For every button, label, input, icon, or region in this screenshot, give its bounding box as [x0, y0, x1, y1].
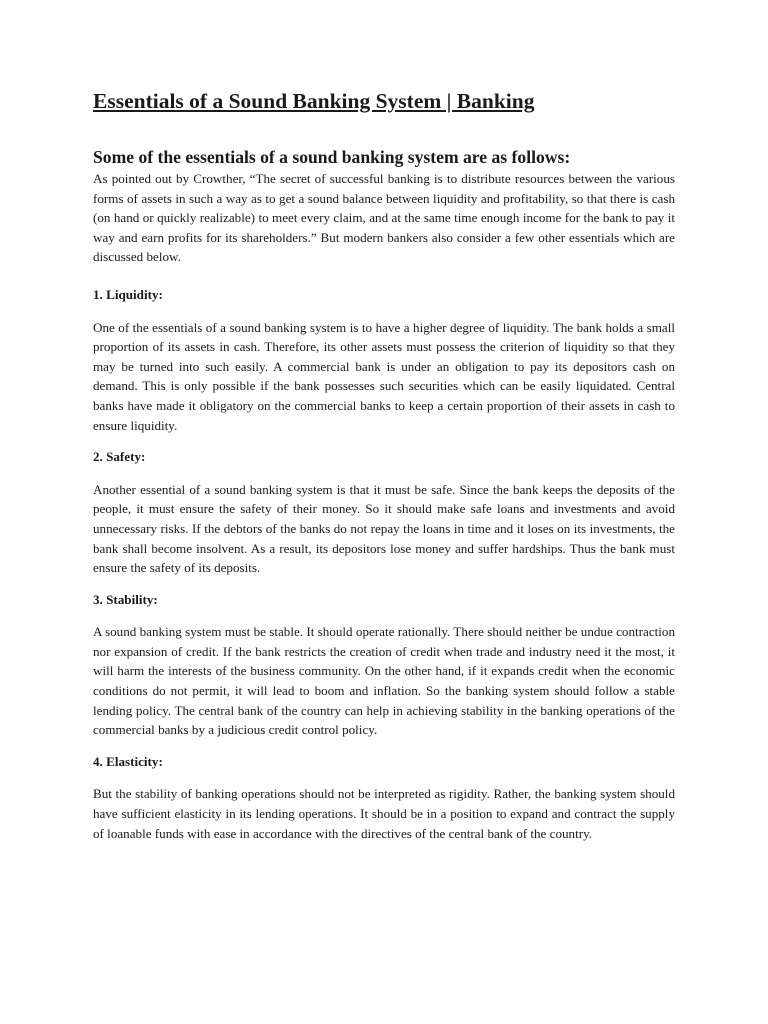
section-heading: 4. Elasticity:	[93, 753, 163, 769]
section-body: But the stability of banking operations should not be interpreted as rigidity. Rather, the banking system should have sufficient elasticity in its lending operations. It should be in a position to expand and contract the supply of loanable funds with ease in accordance with the directives of the central bank of the country.	[93, 786, 675, 841]
document-title: Essentials of a Sound Banking System | Banking	[93, 89, 535, 113]
section-stability	[93, 590, 675, 740]
section-heading: 1. Liquidity:	[93, 286, 163, 302]
section-safety	[93, 447, 675, 578]
section-elasticity	[93, 752, 675, 843]
section-heading: 3. Stability:	[93, 591, 158, 607]
document-subtitle: Some of the essentials of a sound banking system are as follows:	[93, 147, 571, 167]
section-body: A sound banking system must be stable. It should operate rationally. There should neither be undue contraction nor expansion of credit. If the bank restricts the creation of credit when trade and industry need it the most, it will harm the interests of the business community. On the other hand, if it expands credit when the economic conditions do not permit, it will lead to boom and inflation. So the banking system should follow a stable lending policy. The central bank of the country can help in achieving stability in the banking operations of the commercial banks by a judicious credit control policy.	[93, 624, 675, 738]
section-liquidity	[93, 285, 675, 435]
document-page	[93, 86, 675, 855]
intro-paragraph: As pointed out by Crowther, “The secret of successful banking is to distribute resources between the various forms of assets in such a way as to get a sound balance between liquidity and profitability, so that there is cash (on hand or quickly realizable) to meet every claim, and at the same time enough income for the bank to pay it way and earn profits for its shareholders.” But modern bankers also consider a few other essentials which are discussed below.	[93, 171, 675, 265]
section-body: One of the essentials of a sound banking system is to have a higher degree of liquidity. The bank holds a small proportion of its assets in cash. Therefore, its other assets must possess the criterion of liquidity so that they may be turned into such easily. A commercial bank is under an obligation to pay its depositors cash on demand. This is only possible if the bank possesses such securities which can be easily liquidated. Central banks have made it obligatory on the commercial banks to keep a certain proportion of their assets in cash to ensure liquidity.	[93, 319, 675, 433]
section-heading: 2. Safety:	[93, 449, 146, 465]
section-body: Another essential of a sound banking system is that it must be safe. Since the bank keeps the deposits of the people, it must ensure the safety of their money. So it should make safe loans and investments and avoid unnecessary risks. If the debtors of the banks do not repay the loans in time and it loses on its investments, the bank shall become insolvent. As a result, its depositors lose money and suffer hardships. Thus the bank must ensure the safety of its deposits.	[93, 481, 675, 576]
